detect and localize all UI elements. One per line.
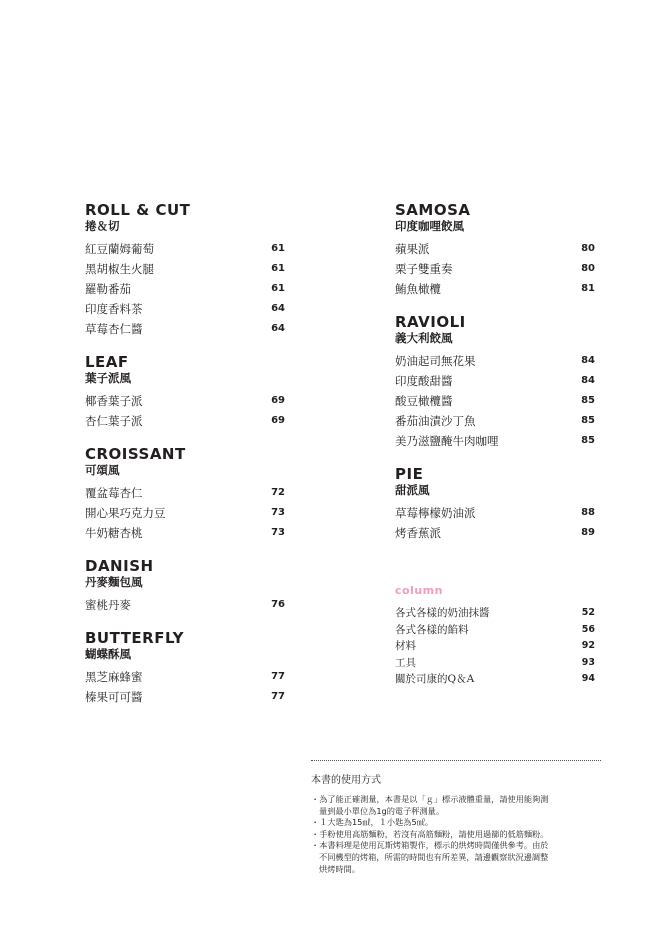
toc-entry[interactable] [85,391,285,411]
column-entry[interactable] [395,638,595,655]
toc-entry-name: 杏仁葉子派 [85,414,143,428]
toc-section [85,201,285,339]
toc-left-column [85,201,285,707]
column-entry-page: 92 [581,640,595,651]
toc-entry-name: 烤香蕉派 [395,526,441,540]
toc-entry[interactable] [395,523,595,543]
toc-entry[interactable] [395,259,595,279]
toc-entry-name: 栗子雙重奏 [395,262,453,276]
toc-entry-page: 89 [581,527,595,538]
toc-section [395,201,595,299]
toc-entry-name: 黑芝麻蜂蜜 [85,670,143,684]
toc-entry-name: 蜜桃丹麥 [85,598,131,612]
column-entry-page: 94 [581,673,595,684]
toc-entry-name: 椰香葉子派 [85,394,143,408]
column-entry[interactable] [395,671,595,688]
column-entry-name: 各式各樣的餡料 [395,623,469,636]
toc-entry-page: 73 [271,507,285,518]
toc-entry-page: 85 [581,415,595,426]
toc-entry-page: 84 [581,375,595,386]
column-entry[interactable] [395,655,595,672]
toc-entry-name: 鮪魚橄欖 [395,282,441,296]
section-title: LEAF [85,353,129,371]
toc-section [85,445,285,543]
column-notes [395,582,595,688]
dotted-divider [311,760,601,761]
section-title: DANISH [85,557,154,575]
toc-entry-name: 印度酸甜醬 [395,374,453,388]
toc-entry-page: 69 [271,415,285,426]
column-entry-page: 93 [581,656,595,668]
toc-entry[interactable] [395,239,595,259]
section-subtitle: 捲＆切 [85,219,120,233]
toc-entry-page: 72 [271,487,285,498]
toc-entry[interactable] [85,687,285,707]
toc-entry-page: 80 [581,243,595,254]
toc-section [85,557,285,615]
toc-entry-page: 77 [271,691,285,702]
toc-entry-page: 84 [581,355,595,366]
usage-line: 量到最小單位為1g的電子秤測量。 [319,805,445,816]
toc-section [85,353,285,431]
toc-section [85,629,285,707]
toc-entry-name: 榛果可可醬 [85,690,143,704]
usage-line: 烘烤時間。 [319,863,360,874]
toc-entry-page: 76 [271,599,285,610]
usage-title: 本書的使用方式 [311,775,381,786]
toc-entry[interactable] [85,279,285,299]
toc-entry[interactable] [85,411,285,431]
section-title: RAVIOLI [395,313,466,331]
toc-entry-page: 73 [271,527,285,538]
section-subtitle: 可頌風 [85,463,120,477]
section-subtitle: 甜派風 [395,483,430,497]
column-entry-name: 材料 [395,640,416,652]
toc-entry-name: 黑胡椒生火腿 [85,262,154,276]
toc-right-column [395,201,595,543]
toc-entry[interactable] [85,595,285,615]
toc-entry[interactable] [395,351,595,371]
column-entry-name: 關於司康的Q＆A [395,673,475,685]
section-subtitle: 印度咖哩餃風 [395,219,464,233]
section-title: BUTTERFLY [85,629,185,647]
usage-body [311,794,611,875]
usage-line: ・手粉使用高筋麵粉，若沒有高筋麵粉，請使用過篩的低筋麵粉。 [311,828,549,839]
section-subtitle: 葉子派風 [85,371,131,385]
toc-entry-name: 印度香料茶 [85,302,143,316]
toc-entry-name: 番茄油漬沙丁魚 [395,414,476,428]
toc-entry-name: 紅豆蘭姆葡萄 [85,242,154,256]
toc-entry-page: 61 [271,243,285,254]
toc-entry[interactable] [395,431,595,451]
toc-section [395,313,595,451]
toc-entry[interactable] [85,319,285,339]
usage-line: ・為了能正確測量，本書是以「ｇ」標示液體重量，請使用能夠測 [311,794,549,804]
toc-entry-page: 64 [271,303,285,314]
section-subtitle: 丹麥麵包風 [85,575,143,589]
usage-line: 不同機型的烤箱，所需的時間也有所差異，請邊觀察狀況邊調整 [319,851,549,862]
toc-entry[interactable] [85,259,285,279]
toc-entry-page: 61 [271,283,285,294]
section-subtitle: 蝴蝶酥風 [85,647,131,661]
usage-line: ・本書料理是使用瓦斯烤箱製作，標示的烘烤時間僅供參考。由於 [311,840,549,851]
toc-entry-name: 酸豆橄欖醬 [395,394,453,408]
toc-entry-name: 覆盆莓杏仁 [85,486,143,500]
column-notes-title: column [395,584,443,597]
toc-entry-page: 85 [581,395,595,406]
toc-entry[interactable] [85,483,285,503]
toc-entry[interactable] [395,279,595,299]
toc-entry-page: 61 [271,263,285,274]
column-entry-name: 各式各樣的奶油抹醬 [395,607,490,619]
toc-entry-name: 羅勒番茄 [85,282,131,296]
toc-entry[interactable] [85,667,285,687]
column-entry[interactable] [395,622,595,639]
section-title: PIE [395,465,424,483]
toc-entry-page: 69 [271,395,285,406]
toc-entry[interactable] [395,391,595,411]
toc-entry-name: 牛奶糖杏桃 [85,526,143,540]
toc-entry-name: 草莓檸檬奶油派 [395,506,476,520]
column-entry[interactable] [395,605,595,622]
toc-entry-page: 85 [581,435,595,446]
toc-entry[interactable] [85,523,285,543]
section-subtitle: 義大利餃風 [395,331,453,345]
toc-entry-page: 77 [271,671,285,682]
toc-entry[interactable] [395,411,595,431]
toc-entry[interactable] [395,371,595,391]
toc-entry-name: 草莓杏仁醬 [85,322,143,336]
column-entry-page: 56 [581,623,595,635]
toc-entry-page: 64 [271,323,285,334]
section-title: SAMOSA [395,201,471,219]
toc-entry[interactable] [395,503,595,523]
section-title: ROLL & CUT [85,201,191,219]
usage-notes [311,773,611,875]
toc-entry[interactable] [85,503,285,523]
section-title: CROISSANT [85,445,186,463]
toc-entry[interactable] [85,299,285,319]
toc-entry-page: 81 [581,283,595,294]
toc-entry-name: 開心果巧克力豆 [85,506,166,520]
toc-entry-name: 美乃滋鹽醃牛肉咖哩 [395,434,499,448]
toc-entry[interactable] [85,239,285,259]
toc-entry-page: 88 [581,507,595,518]
toc-entry-name: 奶油起司無花果 [395,354,476,368]
column-notes-list [395,605,595,688]
usage-line: ・１大匙為15㎖，１小匙為5㎖。 [311,817,434,828]
toc-entry-name: 蘋果派 [395,242,430,256]
toc-section [395,465,595,543]
column-entry-name: 工具 [395,656,416,669]
column-entry-page: 52 [581,607,595,618]
toc-entry-page: 80 [581,263,595,274]
